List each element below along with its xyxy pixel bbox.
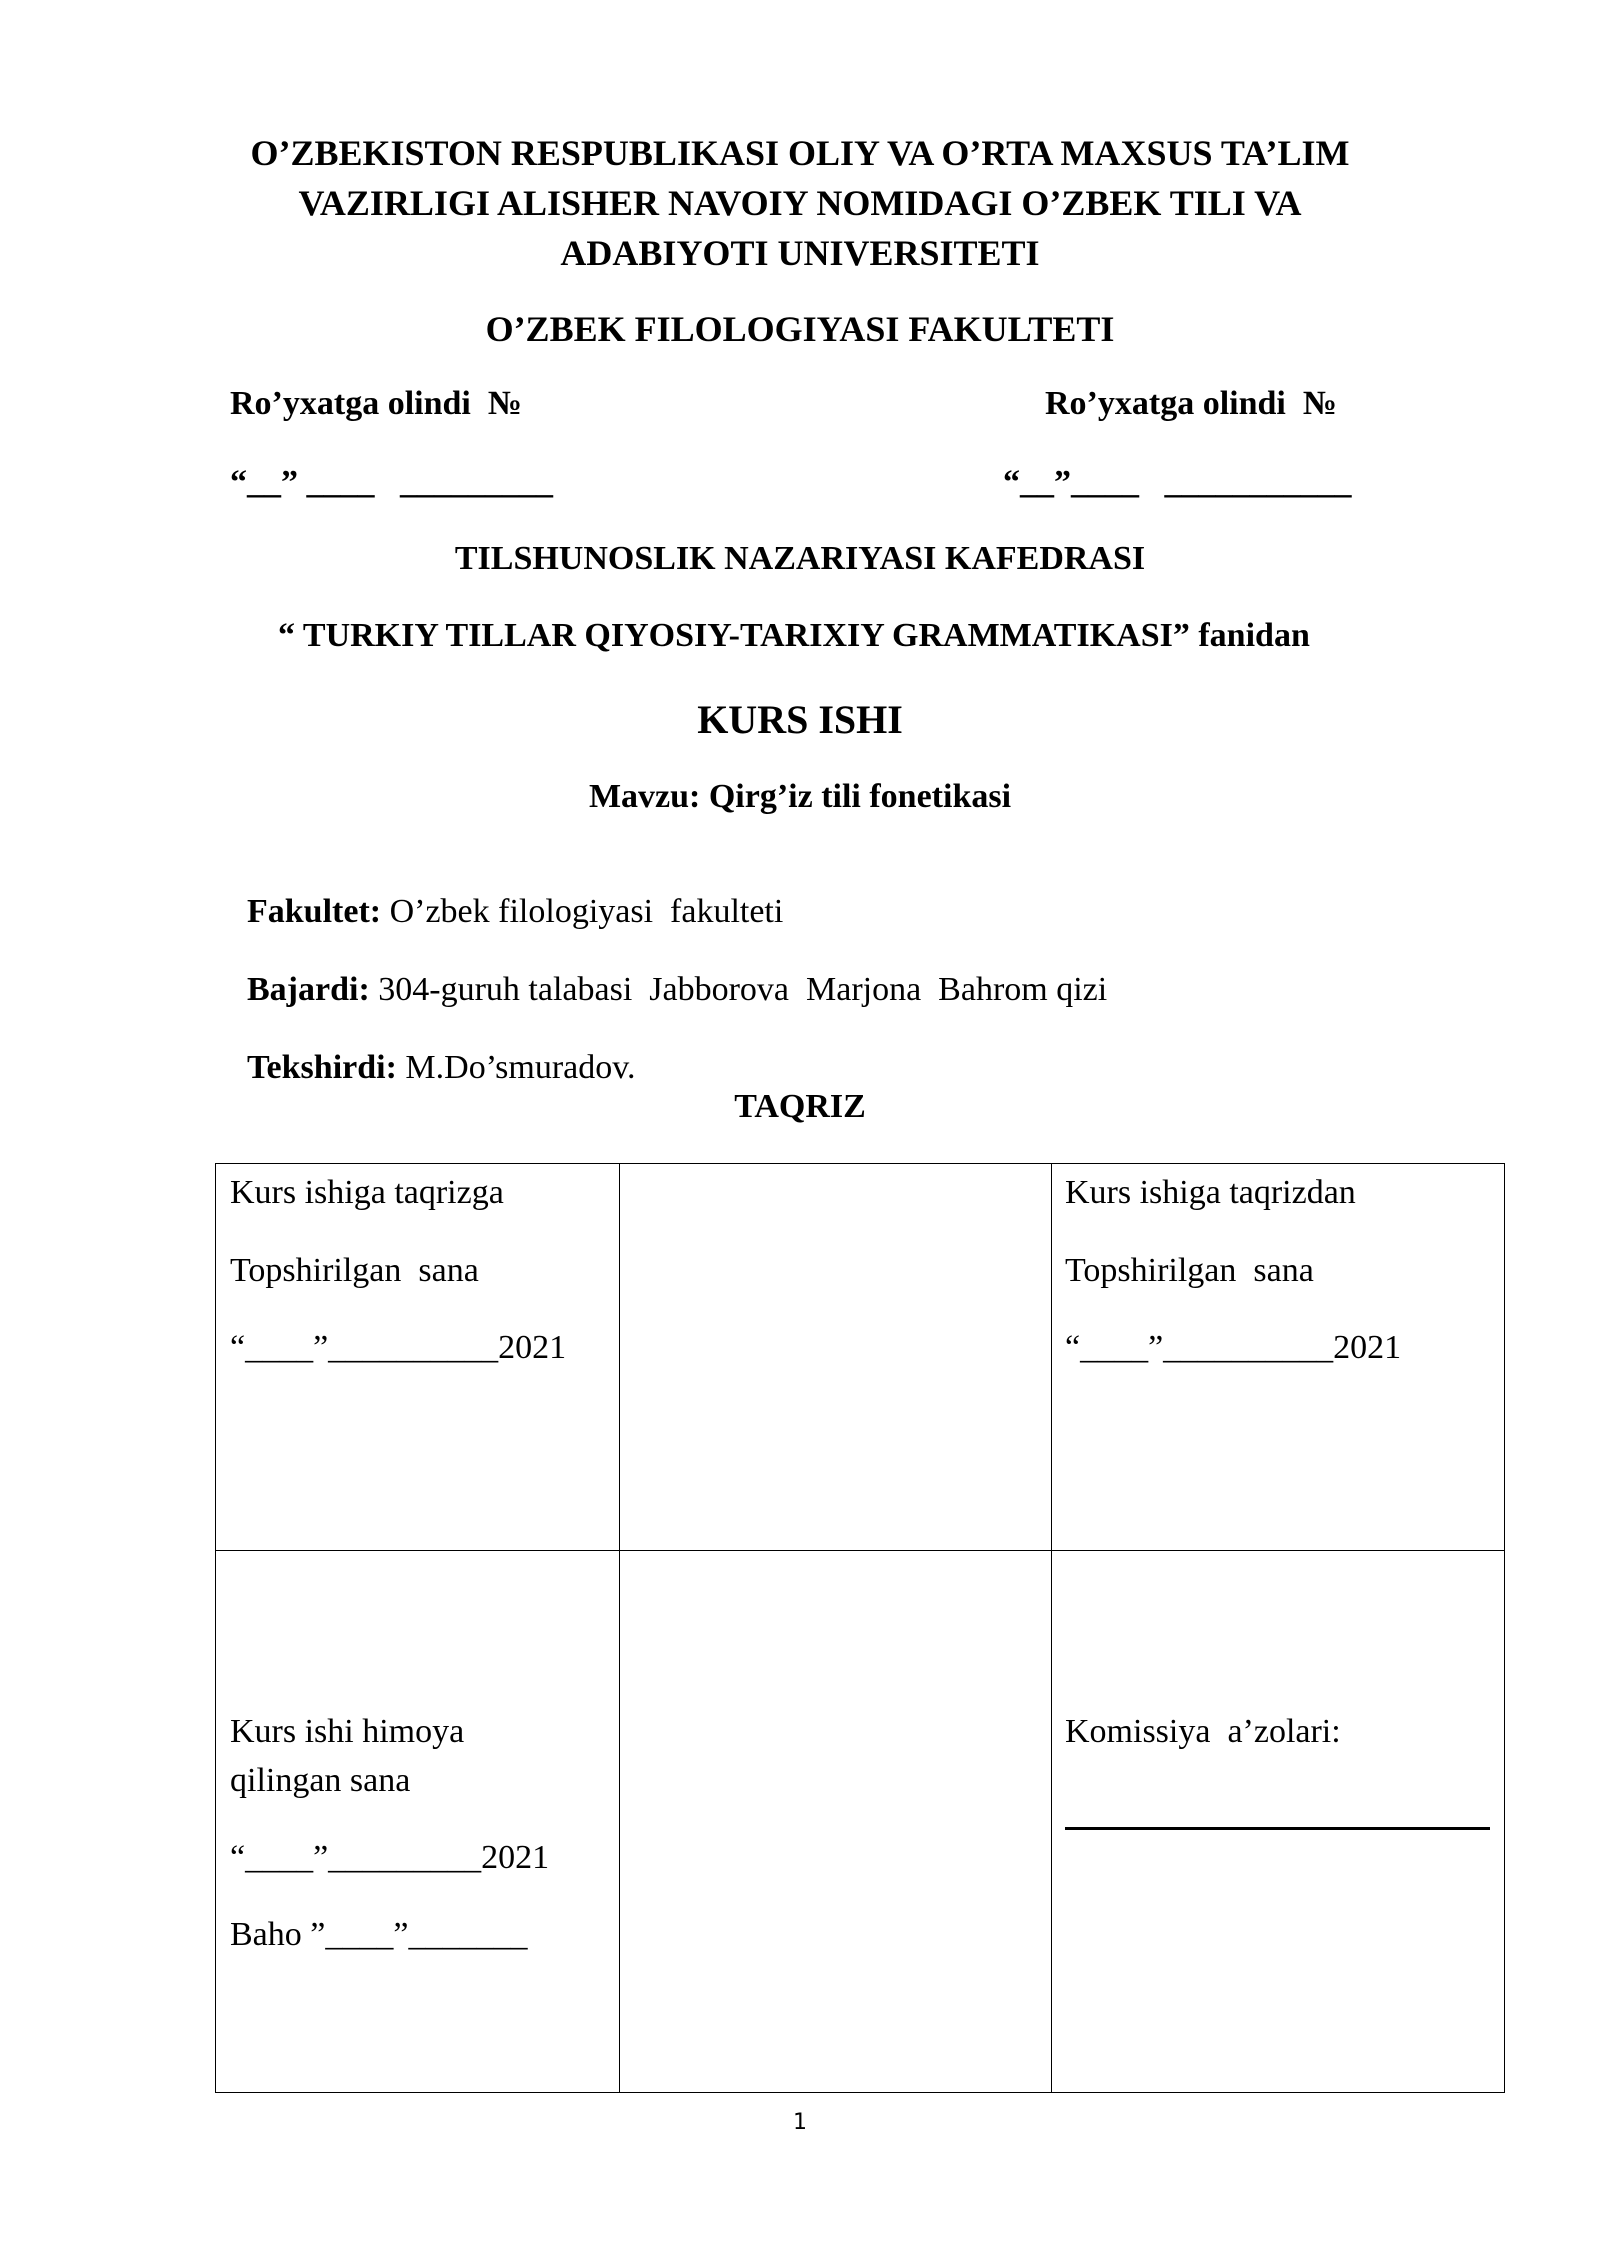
defense-date: “____”_________2021 <box>230 1839 550 1876</box>
submitted-line-1: Kurs ishiga taqrizga <box>230 1174 504 1211</box>
registration-right-date: “__”____ ___________ <box>1003 464 1352 501</box>
performer-info <box>230 933 1107 1009</box>
returned-line-2: Topshirilgan sana <box>1065 1252 1314 1289</box>
commission-signature-line <box>1065 1827 1490 1830</box>
department-heading: TILSHUNOSLIK NAZARIYASI KAFEDRASI <box>454 540 1146 577</box>
review-title: TAQRIZ <box>734 1088 866 1125</box>
defense-line-1: Kurs ishi himoya <box>230 1713 465 1750</box>
returned-line-1: Kurs ishiga taqrizdan <box>1065 1174 1356 1211</box>
checker-info <box>230 1011 636 1087</box>
registration-left-label: Ro’yxatga olindi № <box>230 385 523 422</box>
topic-line: Mavzu: Qirg’iz tili fonetikasi <box>588 778 1012 815</box>
performer-info-label: Bajardi: <box>247 971 370 1008</box>
faculty-info-label: Fakultet: <box>247 893 382 930</box>
registration-left-date: “__” ____ _________ <box>230 464 553 501</box>
submitted-date: “____”__________2021 <box>230 1329 567 1366</box>
grade-line: Baho ”____”_______ <box>230 1916 528 1953</box>
subject-heading: “ TURKIY TILLAR QIYOSIY-TARIXIY GRAMMATIKASI” fanidan <box>278 617 1310 654</box>
faculty-heading: O’ZBEK FILOLOGIYASI FAKULTETI <box>485 309 1115 349</box>
review-table <box>215 1163 1505 2093</box>
table-divider-2 <box>1051 1164 1052 2092</box>
page-number: 1 <box>793 2110 807 2135</box>
checker-info-value: M.Do’smuradov. <box>396 1049 636 1086</box>
ministry-line-1: O’ZBEKISTON RESPUBLIKASI OLIY VA O’RTA MAXSUS TA’LIM <box>250 133 1350 173</box>
document-title: KURS ISHI <box>697 697 903 742</box>
ministry-line-2: VAZIRLIGI ALISHER NAVOIY NOMIDAGI O’ZBEK TILI VA <box>298 183 1302 223</box>
defense-line-2: qilingan sana <box>230 1762 411 1799</box>
performer-info-value: 304-guruh talabasi Jabborova Marjona Bahrom qizi <box>369 971 1108 1008</box>
ministry-line-3: ADABIYOTI UNIVERSITETI <box>560 233 1040 273</box>
faculty-info-value: O’zbek filologiyasi fakulteti <box>381 893 784 930</box>
table-divider-1 <box>619 1164 620 2092</box>
returned-date: “____”__________2021 <box>1065 1329 1402 1366</box>
submitted-line-2: Topshirilgan sana <box>230 1252 479 1289</box>
checker-info-label: Tekshirdi: <box>247 1049 397 1086</box>
table-row-divider <box>216 1550 1504 1551</box>
faculty-info <box>230 855 783 931</box>
commission-label: Komissiya a’zolari: <box>1065 1713 1341 1750</box>
registration-right-label: Ro’yxatga olindi № <box>1045 385 1338 422</box>
